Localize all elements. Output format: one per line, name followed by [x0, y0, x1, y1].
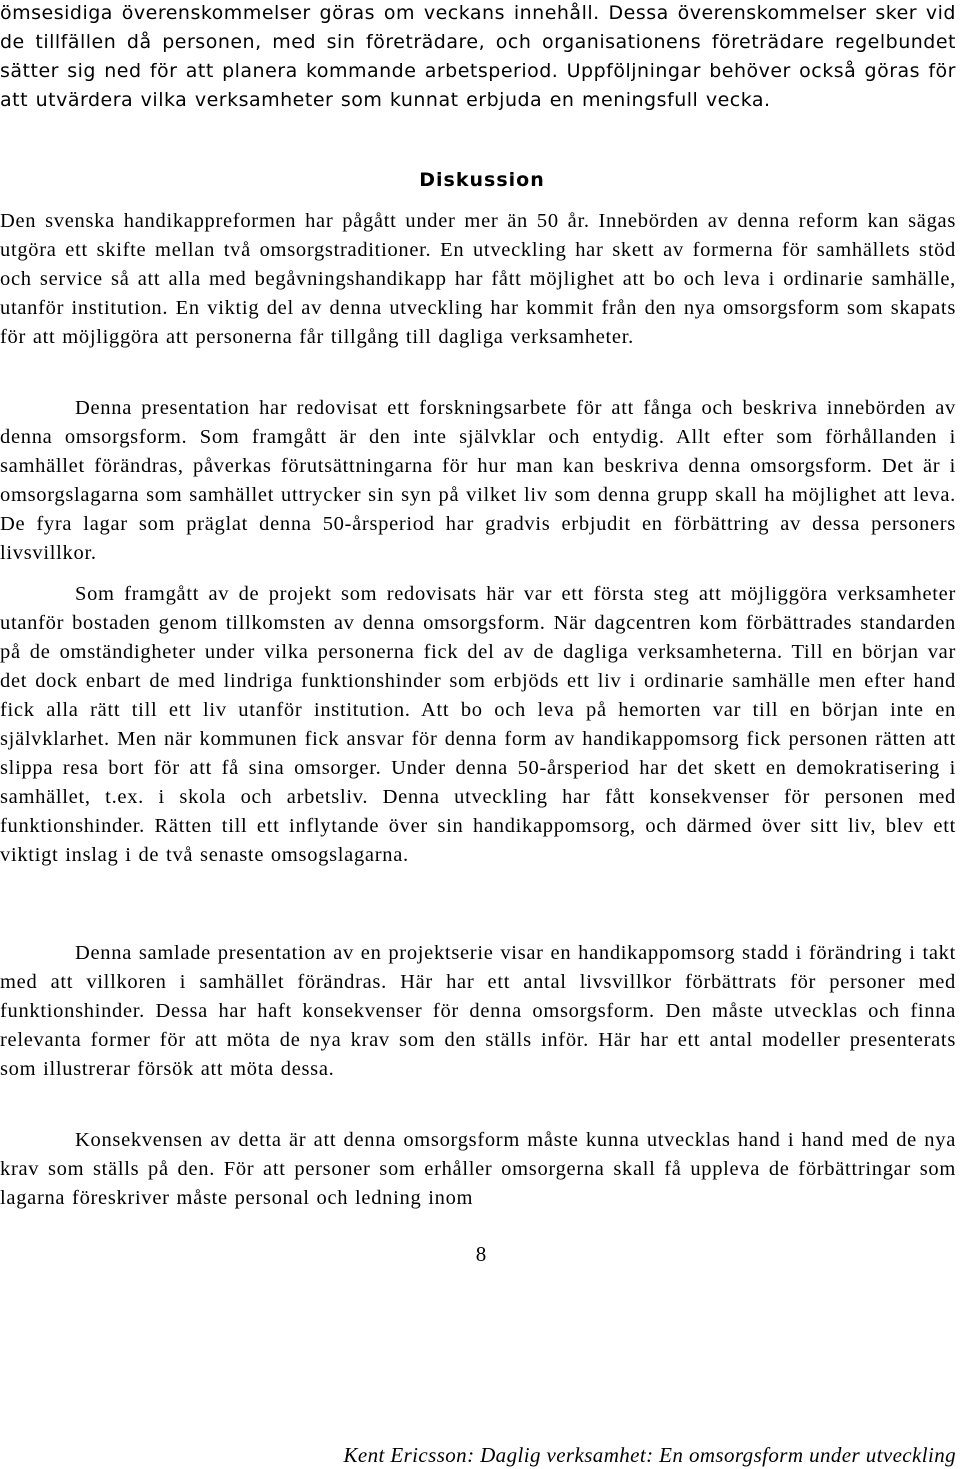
paragraph-discussion-1: Den svenska handikappreformen har pågått under mer än 50 år. Innebörden av denna reform kan sägas utgöra ett skifte mellan två omsorgstraditioner. En utveckling har skett av formerna för samhällets stöd och service så att alla med begåvningshandikapp har fått möjlighet att bo och leva i ordinarie samhälle, utanför institution. En viktig del av denna utveckling har kommit från den nya omsorgsform som skapats för att möjliggöra att personerna får tillgång till dagliga verksamheter. — [0, 210, 956, 348]
paragraph-discussion-4: Denna samlade presentation av en projektserie visar en handikappomsorg stadd i förändring i takt med att villkoren i samhället förändras. Här har ett antal livsvillkor förbättrats för personer med funktionshinder. Dessa har haft konsekvenser för denna omsorgsform. Den måste utvecklas och finna relevanta former för att möta de nya krav som den ställs inför. Här har ett antal modeller presenterats som illustrerar försök att möta dessa. — [0, 942, 956, 1080]
section-heading: Diskussion — [419, 169, 545, 191]
paragraph-discussion-2: Denna presentation har redovisat ett forskningsarbete för att fånga och beskriva innebörden av denna omsorgsform. Som framgått är den inte självklar och entydig. Allt efter som förhållanden i samhället förändras, påverkas förutsättningarna för hur man kan beskriva denna omsorgsform. Det är i omsorgslagarna som samhället uttrycker sin syn på vilket liv som denna grupp skall ha möjlighet att leva. De fyra lagar som präglat denna 50-årsperiod har gradvis erbjudit en förbättring av dessa personers livsvillkor. — [0, 397, 956, 564]
page-number: 8 — [475, 1242, 487, 1266]
paragraph-discussion-5: Konsekvensen av detta är att denna omsorgsform måste kunna utvecklas hand i hand med de nya krav som ställs på den. För att personer som erhåller omsorgerna skall få uppleva de förbättringar som lagarna föreskriver måste personal och ledning inom — [0, 1129, 956, 1209]
paragraph-discussion-3: Som framgått av de projekt som redovisats här var ett första steg att möjliggöra verksamheter utanför bostaden genom tillkomsten av denna omsorgsform. När dagcentren kom förbättrades standarden på de omständigheter under vilka personerna fick del av de dagliga verksamheterna. Till en början var det dock enbart de med lindriga funktionshinder som erbjöds ett liv i ordinarie samhälle men efter hand fick alla rätt till ett liv utanför institution. Att bo och leva på hemorten var till en början inte en självklarhet. Men när kommunen fick ansvar för denna form av handikappomsorg fick personen rätten att slippa resa bort för att få sina omsorger. Under denna 50-årsperiod har det skett en demokratisering i samhället, t.ex. i skola och arbetsliv. Denna utveckling har fått konsekvenser för personen med funktionshinder. Rätten till ett inflytande över sin handikappomsorg, och därmed över sitt liv, blev ett viktigt inslag i de två senaste omsogslagarna. — [0, 583, 956, 866]
paragraph-intro-continuation: ömsesidiga överenskommelser göras om veckans innehåll. Dessa överenskommelser sker vid de tillfällen då personen, med sin företrädare, och organisationens företrädare regelbundet sätter sig ned för att planera kommande arbetsperiod. Uppföljningar behöver också göras för att utvärdera vilka verksamheter som kunnat erbjuda en meningsfull vecka. — [0, 2, 956, 111]
page-footer: Kent Ericsson: Daglig verksamhet: En omsorgsform under utveckling — [343, 1443, 956, 1467]
